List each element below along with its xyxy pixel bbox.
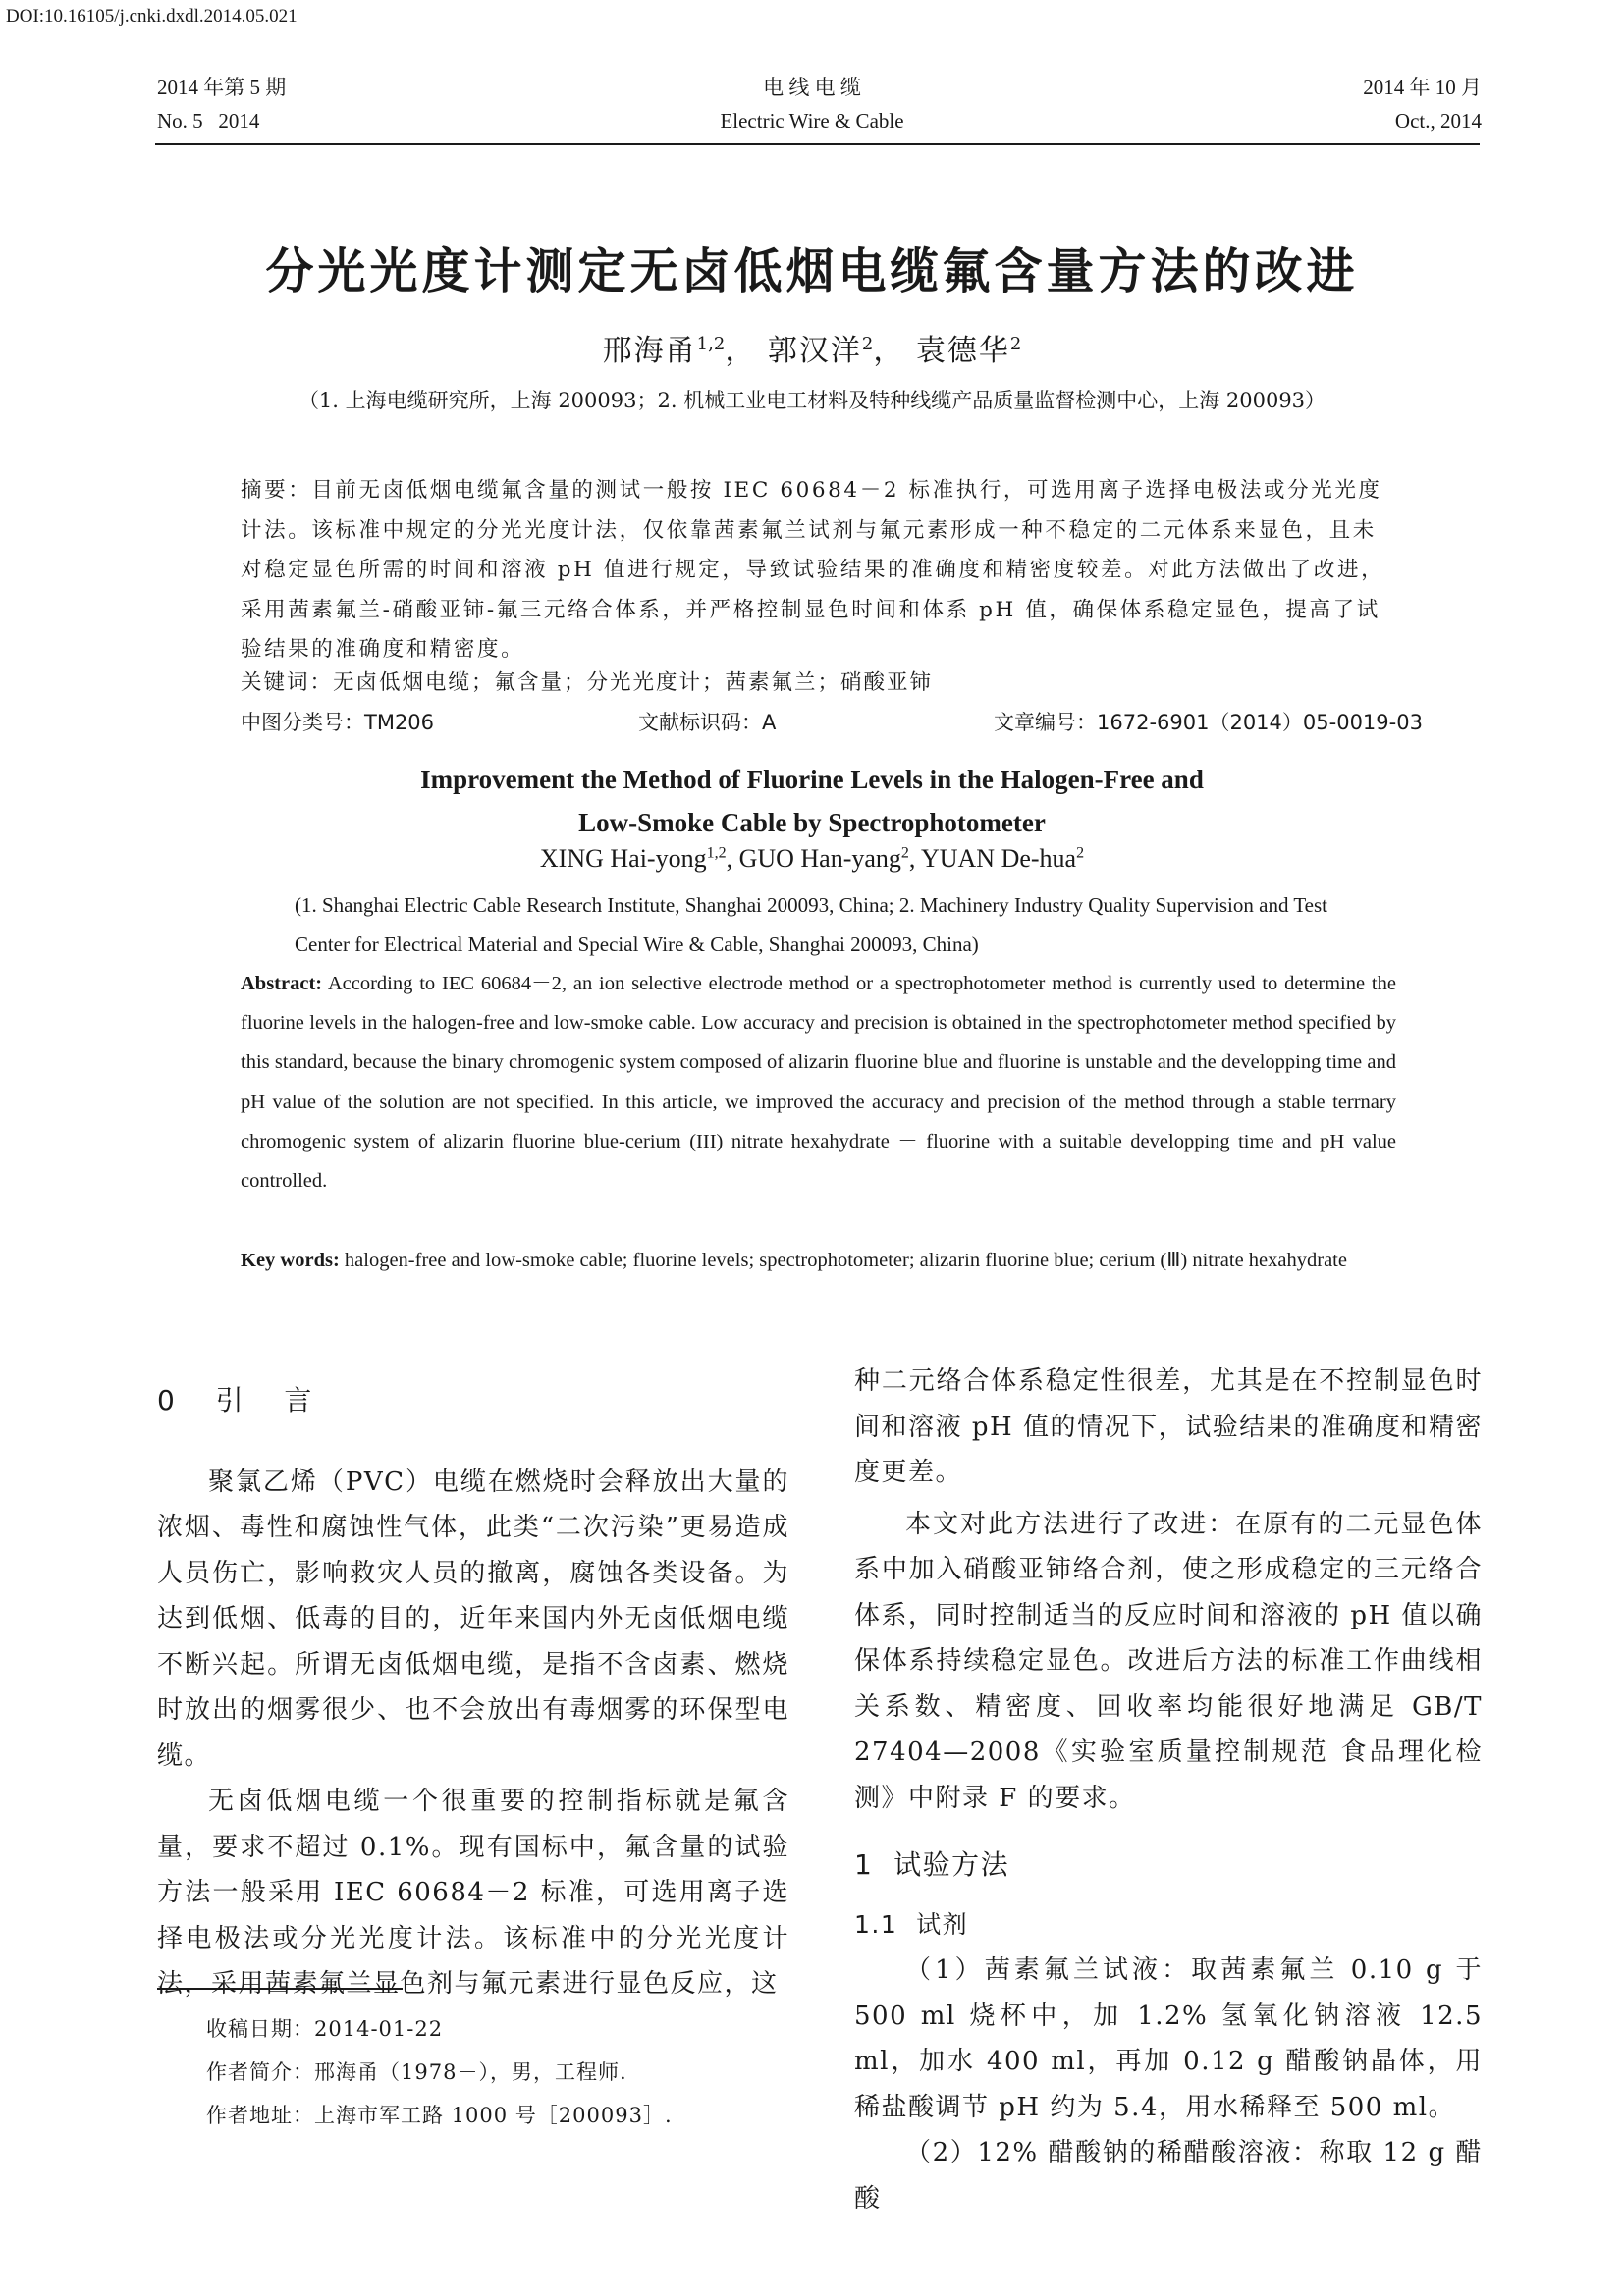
author-separator: ， bbox=[725, 334, 757, 368]
paragraph: 聚氯乙烯（PVC）电缆在燃烧时会释放出大量的浓烟、毒性和腐蚀性气体，此类“二次污染”更易造成人员伤亡，影响救灾人员的撤离，腐蚀各类设备。为达到低烟、低毒的目的，近年来国内外无卤低烟电缆不断兴起。所谓无卤低烟电缆，是指不含卤素、燃烧时放出的烟雾很少、也不会放出有毒烟雾的环保型电缆。 bbox=[157, 1467, 789, 1771]
author-separator: , bbox=[726, 844, 739, 873]
doi: DOI:10.16105/j.cnki.dxdl.2014.05.021 bbox=[6, 6, 298, 27]
header-date bbox=[1363, 71, 1482, 137]
clc-number: 中图分类号：TM206 bbox=[241, 711, 435, 734]
abstract-cn-label: 摘要： bbox=[241, 478, 312, 503]
body-column-left bbox=[157, 1378, 789, 2007]
author-affil-mark: 1,2 bbox=[706, 844, 727, 862]
abstract-cn-text: 目前无卤低烟电缆氟含量的测试一般按 IEC 60684－2 标准执行，可选用离子选择电极法或分光光度计法。该标准中规定的分光光度计法，仅依靠茜素氟兰试剂与氟元素形成一种不稳定的二元体系来显色，且未对稳定显色所需的时间和溶液 pH 值进行规定，导致试验结果的准确度和精密度较差。对此方法做出了改进，采用茜素氟兰-硝酸亚铈-氟三元络合体系，并严格控制显色时间和体系 pH 值，确保体系稳定显色，提高了试验结果的准确度和精密度。 bbox=[241, 478, 1385, 662]
footnote-bio: 作者简介：邢海甬（1978－），男，工程师. bbox=[206, 2060, 627, 2084]
footnote-received: 收稿日期：2014-01-22 bbox=[206, 2017, 444, 2041]
paper-title-en-line: Improvement the Method of Fluorine Levels in the Halogen-Free and bbox=[420, 765, 1204, 794]
header-date-en: Oct., 2014 bbox=[1394, 109, 1482, 133]
header-issue-en: No. 5 2014 bbox=[157, 109, 260, 133]
abstract-en-text: According to IEC 60684－2, an ion selective electrode method or a spectrophotometer method is currently used to determine the fluorine levels in the halogen-free and low-smoke cable. Low accuracy and precision is obtained in the spectrophotometer method specified by this standard, because the binary chromogenic system composed of alizarin fluorine blue and fluorine is unstable and the developping time and pH value of the solution are not specified. In this article, we improved the accuracy and precision of the method through a stable terrnary chromogenic system of alizarin fluorine blue-cerium (III) nitrate hexahydrate － fluorine with a suitable developping time and pH value controlled. bbox=[241, 973, 1396, 1193]
affiliation: （1. 上海电缆研究所，上海 200093；2. 机械工业电工材料及特种线缆产品质量监督检测中心，上海 200093） bbox=[298, 389, 1326, 412]
footnotes bbox=[206, 2007, 673, 2137]
paragraph-continued: 种二元络合体系稳定性很差，尤其是在不控制显色时间和溶液 pH 值的情况下，试验结果的准确度和精密度更差。 bbox=[854, 1366, 1483, 1487]
paragraph: 本文对此方法进行了改进：在原有的二元显色体系中加入硝酸亚铈络合剂，使之形成稳定的三元络合体系，同时控制适当的反应时间和溶液的 pH 值以确保体系持续稳定显色。改进后方法的标准工作曲线相关系数、精密度、回收率均能很好地满足 GB/T 27404—2008《实验室质量控制规范 食品理化检测》中附录 F 的要求。 bbox=[854, 1509, 1483, 1813]
abstract-cn bbox=[241, 471, 1391, 670]
article-number: 文章编号：1672-6901（2014）05-0019-03 bbox=[994, 711, 1423, 734]
paragraph: 无卤低烟电缆一个很重要的控制指标就是氟含量，要求不超过 0.1%。现有国标中，氟含量的试验方法一般采用 IEC 60684－2 标准，可选用离子选择电极法或分光光度计法。该标准中的分光光度计法，采用茜素氟兰显色剂与氟元素进行显色反应，这 bbox=[157, 1787, 789, 1999]
keywords-cn bbox=[241, 666, 1419, 701]
affiliation-en: (1. Shanghai Electric Cable Research Institute, Shanghai 200093, China; 2. Machinery Industry Quality Supervision and Test Center for Electrical Material and Special Wire & Cable, Shanghai 200093, China) bbox=[295, 893, 1328, 956]
subsection-1-1-heading: 1.1 试剂 bbox=[854, 1909, 969, 1939]
author-affil-mark: 1,2 bbox=[696, 334, 726, 354]
body-column-right bbox=[854, 1359, 1483, 2221]
author-affil-mark: 2 bbox=[1009, 334, 1022, 354]
section-1-heading: 1 试验方法 bbox=[854, 1848, 1010, 1881]
footnote-address: 作者地址：上海市军工路 1000 号［200093］. bbox=[206, 2104, 673, 2127]
header-issue-cn: 2014 年第 5 期 bbox=[157, 76, 287, 99]
abstract-en-label: Abstract: bbox=[241, 973, 323, 994]
author-name: 邢海甬 bbox=[602, 334, 697, 368]
paper-title-en-line: Low-Smoke Cable by Spectrophotometer bbox=[578, 808, 1046, 837]
author-affil-mark: 2 bbox=[1076, 844, 1085, 862]
reagent-item: （2）12% 醋酸钠的稀醋酸溶液：称取 12 g 醋酸 bbox=[854, 2138, 1483, 2214]
keywords-en-text: halogen-free and low-smoke cable; fluorine levels; spectrophotometer; alizarin fluorine blue; cerium (Ⅲ) nitrate hexahydrate bbox=[344, 1250, 1347, 1271]
keywords-en bbox=[241, 1241, 1396, 1280]
author-affil-mark: 2 bbox=[861, 334, 874, 354]
reagent-item: （1）茜素氟兰试液：取茜素氟兰 0.10 g 于 500 ml 烧杯中，加 1.2% 氢氧化钠溶液 12.5 ml，加水 400 ml，再加 0.12 g 醋酸钠晶体，用稀盐酸调节 pH 约为 5.4，用水稀释至 500 ml。 bbox=[854, 1955, 1483, 2122]
header-journal-cn: 电 线 电 缆 bbox=[763, 76, 861, 99]
keywords-cn-label: 关键词： bbox=[241, 670, 334, 695]
header-journal-en: Electric Wire & Cable bbox=[720, 109, 904, 133]
keywords-en-label: Key words: bbox=[241, 1250, 340, 1271]
author-name-en: YUAN De-hua bbox=[920, 844, 1077, 873]
document-code: 文献标识码：A bbox=[638, 711, 777, 734]
author-affil-mark: 2 bbox=[900, 844, 909, 862]
footnote-rule bbox=[157, 1988, 403, 1990]
header-date-cn: 2014 年 10 月 bbox=[1363, 76, 1482, 99]
author-separator: ， bbox=[873, 334, 905, 368]
author-name-en: GUO Han-yang bbox=[738, 844, 901, 873]
paper-title-en bbox=[0, 758, 1624, 844]
keywords-cn-text: 无卤低烟电缆；氟含量；分光光度计；茜素氟兰；硝酸亚铈 bbox=[333, 670, 934, 695]
author-list-en bbox=[0, 844, 1624, 874]
author-list bbox=[0, 326, 1624, 369]
section-0-heading: 0 引 言 bbox=[157, 1384, 320, 1416]
author-name: 郭汉洋 bbox=[767, 334, 862, 368]
author-name-en: XING Hai-yong bbox=[539, 844, 707, 873]
abstract-en bbox=[241, 964, 1396, 1201]
header-rule bbox=[155, 143, 1480, 145]
author-separator: , bbox=[908, 844, 921, 873]
paper-title: 分光光度计测定无卤低烟电缆氟含量方法的改进 bbox=[265, 243, 1359, 299]
author-name: 袁德华 bbox=[915, 334, 1010, 368]
